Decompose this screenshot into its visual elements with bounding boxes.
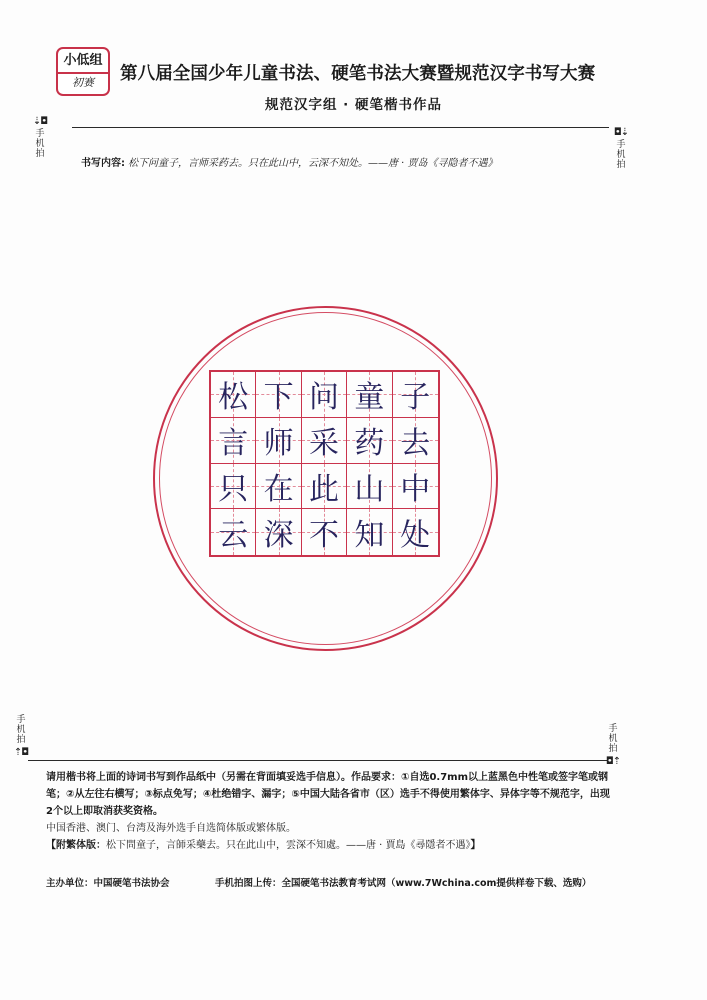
camera-arrow-icon: ⇡◘: [13, 747, 29, 758]
writing-content-text: 松下问童子，言师采药去。只在此山中，云深不知处。——唐 · 贾岛《寻隐者不遇》: [128, 158, 498, 169]
top-frame-line: [72, 127, 609, 128]
grid-character: 下: [263, 380, 294, 416]
grid-cell: [347, 418, 392, 464]
phone-marker-label: 手机拍: [608, 724, 618, 754]
grid-character: 师: [263, 426, 294, 462]
grid-cell: [393, 418, 438, 464]
grid-character: 山: [354, 471, 385, 507]
grid-character: 童: [354, 380, 385, 416]
phone-marker-top-right: [608, 127, 634, 170]
bottom-frame-line: [28, 760, 607, 761]
instructions-main: 请用楷书将上面的诗词书写到作品纸中（另需在背面填妥选手信息）。作品要求：①自选0.7mm以上蓝黑色中性笔或签字笔或钢笔；②从左往右横写；③标点免写；④杜绝错字、漏字；⑤中国大陆各省市（区）选手不得使用繁体字、异体字等不规范字，出现2个以上即取消获奖资格。: [46, 772, 610, 817]
traditional-version-label: 【附繁体版：: [46, 840, 106, 851]
grid-cell: [211, 372, 256, 418]
grid-cell: [302, 464, 347, 510]
grid-cell: [256, 372, 301, 418]
camera-arrow-icon: ◘⇣: [613, 127, 629, 138]
grid-cell: [393, 464, 438, 510]
phone-marker-bottom-right: [600, 722, 626, 767]
grid-character: 云: [218, 518, 249, 554]
grid-character: 只: [218, 471, 249, 507]
grid-cell: [393, 509, 438, 555]
grid-character: 采: [308, 426, 339, 462]
grid-character: 在: [263, 471, 294, 507]
phone-marker-top-left: [27, 116, 53, 159]
phone-marker-label: 手机拍: [35, 129, 45, 159]
grid-cell: [393, 372, 438, 418]
instructions-block: [46, 769, 616, 854]
grid-character: 去: [400, 426, 431, 462]
camera-arrow-icon: ◘⇡: [605, 756, 621, 767]
grid-cell: [211, 509, 256, 555]
grid-character: 处: [400, 518, 431, 554]
phone-marker-bottom-left: [8, 713, 34, 758]
grid-cell: [347, 509, 392, 555]
page-subtitle: 规范汉字组 · 硬笔楷书作品: [264, 97, 443, 113]
grid-character: 松: [218, 380, 249, 416]
grid-character: 中: [400, 471, 431, 507]
upload-info: 手机拍图上传：全国硬笔书法教育考试网（www.7Wchina.com提供样卷下载、选购）: [215, 878, 592, 889]
grid-character: 言: [218, 426, 249, 462]
grid-cell: [211, 418, 256, 464]
grid-character: 问: [308, 380, 339, 416]
calligraphy-grid: [209, 370, 440, 557]
grid-character: 深: [263, 518, 294, 554]
traditional-version: [46, 837, 616, 854]
traditional-version-close: 】: [470, 840, 481, 851]
group-stage: 初赛: [72, 76, 94, 89]
grid-character: 子: [400, 380, 431, 416]
grid-character: 此: [308, 471, 339, 507]
grid-cell: [256, 418, 301, 464]
phone-marker-label: 手机拍: [616, 140, 626, 170]
grid-cell: [347, 464, 392, 510]
grid-cell: [256, 464, 301, 510]
organizer-info: 主办单位：中国硬笔书法协会: [46, 878, 170, 889]
grid-cell: [302, 418, 347, 464]
traditional-version-text: 松下問童子，言師采藥去。只在此山中，雲深不知處。——唐 · 賈島《尋隱者不遇》: [106, 840, 471, 851]
writing-content-label: 书写内容:: [81, 158, 125, 169]
grid-character: 不: [308, 518, 339, 554]
grid-cell: [302, 509, 347, 555]
grid-character: 知: [354, 518, 385, 554]
camera-arrow-icon: ⇣◘: [32, 116, 48, 127]
phone-marker-label: 手机拍: [16, 715, 26, 745]
page-title: 第八届全国少年儿童书法、硬笔书法大赛暨规范汉字书写大赛: [120, 64, 596, 84]
writing-content: [81, 154, 498, 169]
grid-character: 药: [354, 426, 385, 462]
group-name: 小低组: [63, 53, 103, 68]
grid-cell: [302, 372, 347, 418]
group-badge: [56, 47, 110, 96]
instructions-regions: 中国香港、澳门、台湾及海外选手自选简体版或繁体版。: [46, 823, 296, 834]
grid-cell: [256, 509, 301, 555]
grid-cell: [347, 372, 392, 418]
grid-cell: [211, 464, 256, 510]
